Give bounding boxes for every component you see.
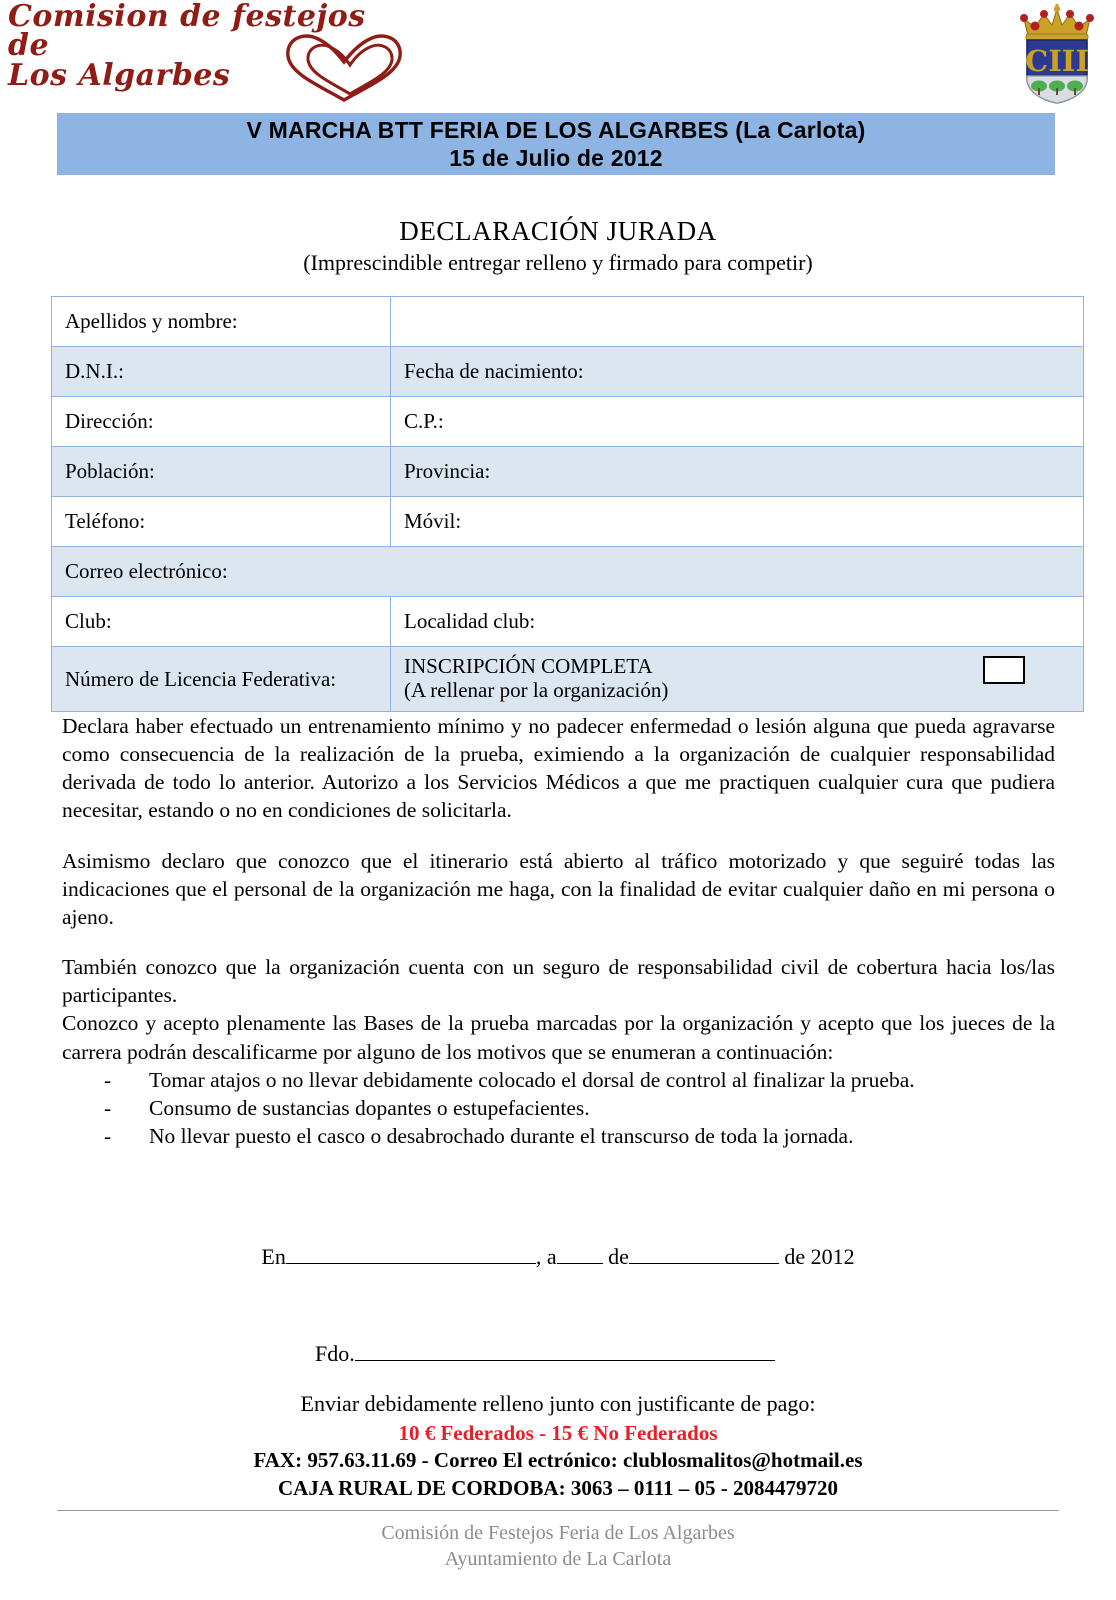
table-row — [52, 297, 1084, 347]
label-year: de 2012 — [784, 1244, 855, 1270]
page-subtitle: (Imprescindible entregar relleno y firmado para competir) — [303, 250, 813, 275]
registration-form-table — [51, 296, 1084, 712]
event-title-banner — [57, 113, 1055, 175]
label-provincia[interactable]: Provincia: — [391, 447, 1084, 497]
page-title: DECLARACIÓN JURADA — [399, 216, 717, 246]
table-row — [52, 497, 1084, 547]
coat-of-arms-icon — [1014, 2, 1100, 104]
table-row — [52, 597, 1084, 647]
signature-line — [315, 1337, 775, 1367]
list-item-text: No llevar puesto el casco o desabrochado durante el transcurso de toda la jornada. — [149, 1124, 854, 1149]
label-telefono[interactable]: Teléfono: — [52, 497, 391, 547]
label-en: En — [261, 1244, 286, 1270]
place-and-date-line — [0, 1240, 1116, 1270]
input-month[interactable] — [629, 1240, 779, 1264]
document-footer — [0, 1520, 1116, 1573]
disqualification-list — [62, 1066, 1055, 1150]
label-movil[interactable]: Móvil: — [391, 497, 1084, 547]
svg-text:CIII: CIII — [1025, 44, 1089, 78]
bullet-dash-icon: - — [104, 1124, 112, 1149]
label-apellidos: Apellidos y nombre: — [52, 297, 391, 347]
contact-line: FAX: 957.63.11.69 - Correo El ectrónico: clublosmalitos@hotmail.es — [253, 1447, 863, 1472]
table-row — [52, 347, 1084, 397]
list-item — [104, 1122, 1055, 1150]
banner-line-2: 15 de Julio de 2012 — [449, 145, 663, 171]
label-a-rellenar-organizacion: (A rellenar por la organización) — [404, 678, 669, 702]
document-heading — [0, 216, 1116, 276]
input-day[interactable] — [557, 1240, 603, 1264]
payment-instructions — [0, 1390, 1116, 1502]
label-comma-a: , a — [535, 1244, 557, 1270]
bank-account-line: CAJA RURAL DE CORDOBA: 3063 – 0111 – 05 - 2084479720 — [277, 1475, 839, 1500]
footer-line-1: Comisión de Festejos Feria de Los Algarbes — [381, 1522, 735, 1544]
label-correo-electronico[interactable]: Correo electrónico: — [52, 547, 1084, 597]
label-fdo: Fdo. — [315, 1341, 355, 1367]
double-heart-icon — [280, 30, 410, 104]
bullet-dash-icon: - — [104, 1067, 112, 1092]
input-signature[interactable] — [355, 1337, 775, 1361]
list-item — [104, 1094, 1055, 1122]
table-row — [52, 397, 1084, 447]
organization-logo — [8, 2, 428, 106]
input-place[interactable] — [286, 1240, 536, 1264]
logo-line-3: Los Algarbes — [8, 57, 231, 93]
label-de: de — [608, 1244, 629, 1270]
banner-line-1: V MARCHA BTT FERIA DE LOS ALGARBES (La Carlota) — [246, 116, 866, 143]
label-poblacion[interactable]: Población: — [52, 447, 391, 497]
label-fecha-nacimiento[interactable]: Fecha de nacimiento: — [391, 347, 1084, 397]
bullet-dash-icon: - — [104, 1095, 112, 1120]
input-apellidos[interactable] — [391, 297, 1084, 347]
paragraph-entrenamiento: Declara haber efectuado un entrenamiento mínimo y no padecer enfermedad o lesión alguna que pueda agravarse como consecuencia de la realización de la prueba, eximiendo a la organización de cualquier responsabilidad derivada de todo lo anterior. Autorizo a los Servicios Médicos a que me practiquen cualquier cura que pudiera necesitar, estando o no en condiciones de solicitarla. — [62, 714, 1055, 823]
label-localidad-club[interactable]: Localidad club: — [391, 597, 1084, 647]
logo-line-1: Comision de festejos — [8, 0, 366, 34]
list-item-text: Consumo de sustancias dopantes o estupefacientes. — [149, 1095, 590, 1120]
label-numero-licencia[interactable]: Número de Licencia Federativa: — [52, 647, 391, 712]
list-item-text: Tomar atajos o no llevar debidamente colocado el dorsal de control al finalizar la prueba. — [149, 1067, 915, 1092]
paragraph-seguro: También conozco que la organización cuenta con un seguro de responsabilidad civil de cobertura hacia los/las participantes. — [62, 955, 1055, 1008]
logo-line-2: de — [8, 28, 50, 64]
label-inscripcion-completa: INSCRIPCIÓN COMPLETA — [404, 654, 653, 679]
inscripcion-completa-cell — [391, 647, 1084, 712]
table-row — [52, 647, 1084, 712]
label-club[interactable]: Club: — [52, 597, 391, 647]
send-instruction: Enviar debidamente relleno junto con justificante de pago: — [300, 1391, 816, 1416]
label-dni[interactable]: D.N.I.: — [52, 347, 391, 397]
paragraph-bases: Conozco y acepto plenamente las Bases de la prueba marcadas por la organización y acepto que los jueces de la carrera podrán descalificarme por alguno de los motivos que se enumeran a continuación: — [62, 1011, 1055, 1064]
list-item — [104, 1066, 1055, 1094]
footer-line-2: Ayuntamiento de La Carlota — [444, 1548, 672, 1571]
document-header — [0, 0, 1116, 108]
table-row — [52, 547, 1084, 597]
table-row — [52, 447, 1084, 497]
label-direccion[interactable]: Dirección: — [52, 397, 391, 447]
paragraph-itinerario: Asimismo declaro que conozco que el itinerario está abierto al tráfico motorizado y que seguiré todas las indicaciones que el personal de la organización me haga, con la finalidad de evitar cualquier daño en mi persona o ajeno. — [62, 848, 1055, 929]
declaration-body — [62, 712, 1055, 1150]
inscripcion-completa-checkbox[interactable] — [983, 656, 1025, 684]
footer-divider — [57, 1510, 1059, 1511]
label-cp[interactable]: C.P.: — [391, 397, 1084, 447]
fees-line: 10 € Federados - 15 € No Federados — [398, 1420, 718, 1445]
